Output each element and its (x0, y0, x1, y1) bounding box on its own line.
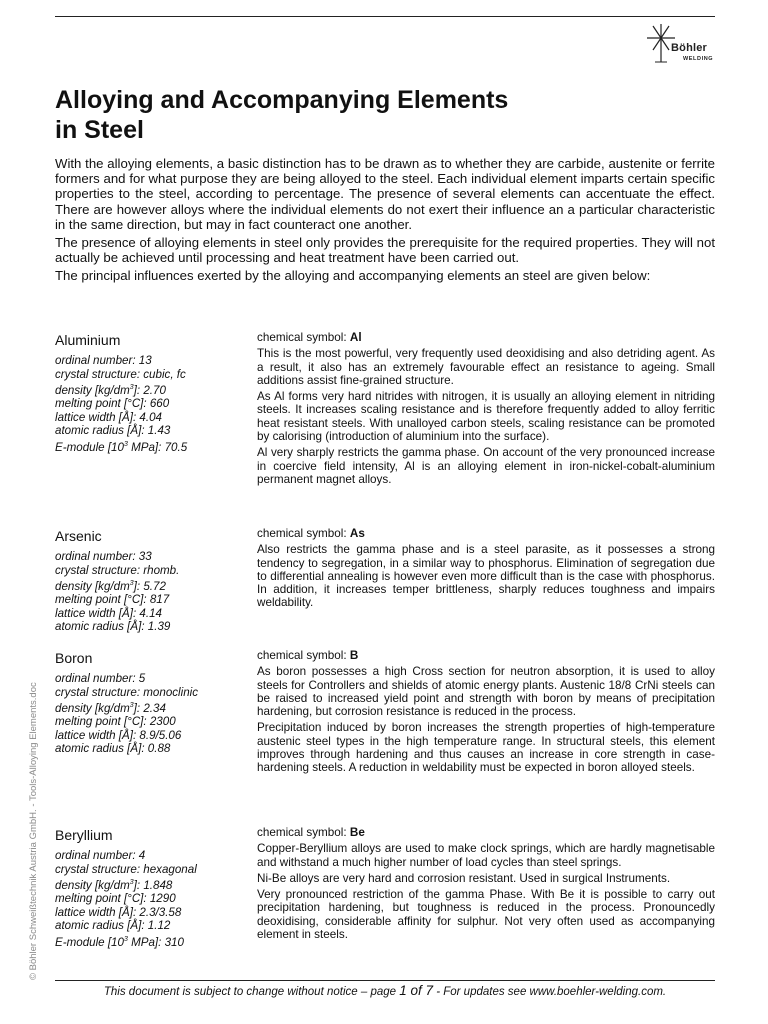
logo-name: Böhler (671, 42, 708, 54)
melting-point: melting point [°C]: 1290 (55, 892, 176, 906)
intro-paragraph: The presence of alloying elements in steel only provides the prerequisite for the required properties. They will not actually be achieved until processing and heat treatment have been carried out. (55, 235, 715, 266)
element-properties (55, 331, 250, 454)
element-description (257, 331, 715, 489)
density: density $[kg/dm^3]$: 2.70 (55, 383, 166, 397)
element-description (257, 826, 715, 944)
crystal-structure: crystal structure: hexagonal (55, 862, 197, 876)
crystal-structure: crystal structure: cubic, fc (55, 367, 186, 381)
description-paragraph: This is the most powerful, very frequently used deoxidising and also detriding agent. As a result, it also has an extremely favourable effect an resistance to ageing. Small additions assist fine-grained structure. (257, 347, 715, 387)
element-name: Aluminium (55, 332, 121, 348)
crystal-structure: crystal structure: monoclinic (55, 685, 199, 699)
lattice-width: lattice width [Å]: 2.3/3.58 (55, 905, 182, 919)
chemical-symbol: chemical symbol: Al (257, 331, 362, 344)
page-footer (55, 983, 715, 998)
description-paragraph: As boron possesses a high Cross section for neutron absorption, it is used to alloy steels for Controllers and shields of atomic energy plants. Austenic 18/8 CrNi steels can be raised to increased yield point and strength with boron by means of precipitation hardening, but corrosion resistance is reduced in the process. (257, 665, 715, 719)
lattice-width: lattice width [Å]: 4.14 (55, 606, 162, 620)
element-name: Arsenic (55, 528, 102, 544)
element-description (257, 649, 715, 778)
chemical-symbol: chemical symbol: As (257, 527, 365, 540)
bottom-rule (55, 980, 715, 981)
logo-subtitle: WELDING (683, 56, 714, 62)
element-properties (55, 527, 250, 634)
description-paragraph: Al very sharply restricts the gamma phase. On account of the very pronounced increase in coercive field intensity, Al is an alloying element in iron-nickel-cobalt-aluminium permanent magnet alloys. (257, 446, 715, 486)
copyright-side-text: © Böhler Schweißtechnik Austria GmbH. - Tools-Alloying Elements.doc (28, 682, 39, 980)
element-properties (55, 826, 250, 949)
intro-paragraph: The principal influences exerted by the alloying and accompanying elements an steel are given below: (55, 268, 651, 284)
chemical-symbol: chemical symbol: Be (257, 826, 365, 839)
description-paragraph: As Al forms very hard nitrides with nitrogen, it is usually an alloying element in nitriding steels. It increases scaling resistance and is therefore frequently added to alloy ferritic heat resistant steels. With unalloyed carbon steels, scaling resistance can be promoted by calorising (introduction of aluminium into the surface). (257, 390, 715, 444)
description-paragraph: Precipitation induced by boron increases the strength properties of high-temperature austenic steel types in the high temperature range. In structural steels, this element improves through hardening and thus causes an increase in core strength in case-hardening steels. A reduction in weldability must be expected in boron alloyed steels. (257, 721, 715, 775)
atomic-radius: atomic radius [Å]: 1.43 (55, 424, 171, 438)
description-paragraph: Very pronounced restriction of the gamma Phase. With Be it is possible to carry out precipitation hardening, but toughness is reduced in the process. Pronouncedly deoxidising, considerable affinity for sulphur. Not very often used as accompanying element in steels. (257, 888, 715, 942)
description-paragraph: Ni-Be alloys are very hard and corrosion resistant. Used in surgical Instruments. (257, 871, 671, 885)
chemical-symbol: chemical symbol: B (257, 649, 359, 662)
footer-notice: This document is subject to change without notice – page (103, 986, 400, 998)
description-paragraph: Copper-Beryllium alloys are used to make clock springs, which are hardly magnetisable and withstand a much higher number of load cycles than steel springs. (257, 842, 715, 869)
atomic-radius: atomic radius [Å]: 1.12 (55, 919, 171, 933)
density: density $[kg/dm^3]$: 1.848 (55, 878, 173, 892)
title-line-1: Alloying and Accompanying Elements (55, 86, 509, 114)
melting-point: melting point [°C]: 817 (55, 593, 170, 607)
page-number: 1 of 7 (399, 983, 434, 998)
intro-paragraph: With the alloying elements, a basic distinction has to be drawn as to whether they are carbide, austenite or ferrite formers and for what purpose they are being alloyed to the steel. Each individual element imparts certain specific properties to the steel, according to percentage. The presence of several elements can accentuate the effect. There are however alloys where the individual elements do not exert their influence an a particular characteristic in the same direction, but may in fact counteract one another. (55, 156, 715, 232)
e-module: E-module [$10^3$ MPa]: 70.5 (55, 440, 188, 454)
crystal-structure: crystal structure: rhomb. (55, 563, 180, 577)
lattice-width: lattice width [Å]: 8.9/5.06 (55, 728, 182, 742)
boehler-logo (645, 22, 715, 66)
melting-point: melting point [°C]: 660 (55, 397, 170, 411)
atomic-radius: atomic radius [Å]: 1.39 (55, 620, 171, 634)
footer-url-text: - For updates see www.boehler-welding.com. (433, 986, 667, 998)
element-description (257, 527, 715, 613)
ordinal-number: ordinal number: 4 (55, 849, 146, 862)
intro-text (55, 156, 715, 287)
ordinal-number: ordinal number: 33 (55, 550, 152, 563)
lattice-width: lattice width [Å]: 4.04 (55, 410, 162, 424)
page-title (55, 85, 695, 145)
density: density $[kg/dm^3]$: 2.34 (55, 701, 166, 715)
ordinal-number: ordinal number: 5 (55, 672, 146, 685)
top-rule (55, 16, 715, 17)
element-name: Boron (55, 650, 93, 666)
ordinal-number: ordinal number: 13 (55, 354, 152, 367)
element-name: Beryllium (55, 827, 113, 843)
e-module: E-module [$10^3$ MPa]: 310 (55, 935, 184, 949)
element-properties (55, 649, 250, 756)
title-line-2: in Steel (55, 116, 144, 144)
density: density $[kg/dm^3]$: 5.72 (55, 579, 166, 593)
description-paragraph: Also restricts the gamma phase and is a steel parasite, as it possesses a strong tendency to segregation, in a similar way to phosphorus. Elimination of segregation due to differential annealing is however even more difficult than is the case with phosphorus. In addition, it increases temper brittleness, sharply reduces toughness and impairs weldability. (257, 543, 715, 610)
melting-point: melting point [°C]: 2300 (55, 715, 176, 729)
atomic-radius: atomic radius [Å]: 0.88 (55, 742, 171, 756)
